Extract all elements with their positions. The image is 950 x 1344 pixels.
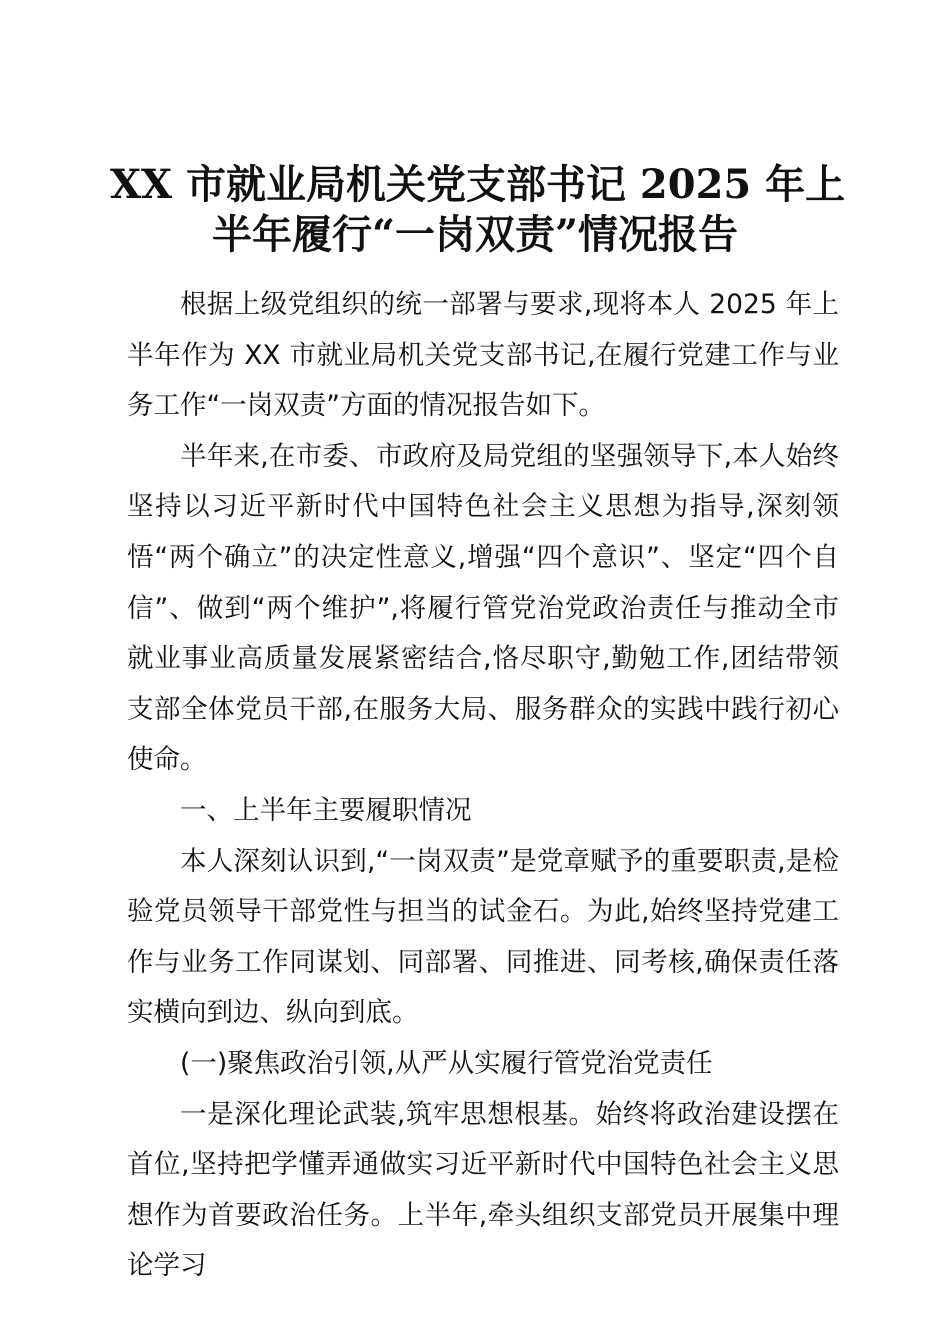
subsection-heading-1: (一)聚焦政治引领,从严从实履行管党治党责任 [180,1047,713,1079]
title-line-1: XX 市就业局机关党支部书记 2025 年上 [110,161,846,208]
paragraph-overview: 半年来,在市委、市政府及局党组的坚强领导下,本人始终坚持以习近平新时代中国特色社会主义思想为指导,深刻领悟“两个确立”的决定性意义,增强“四个意识”、坚定“四个自信”、做到“两个维护”,将履行管党治党政治责任与推动全市就业事业高质量发展紧密结合,恪尽职守,勤勉工作,团结带领支部全体党员干部,在服务大局、服务群众的实践中践行初心使命。 [127,440,839,776]
paragraph-responsibility: 本人深刻认识到,“一岗双责”是党章赋予的重要职责,是检验党员领导干部党性与担当的试金石。为此,始终坚持党建工作与业务工作同谋划、同部署、同推进、同考核,确保责任落实横向到边、纵向到底。 [127,845,839,1029]
section-heading-1: 一、上半年主要履职情况 [180,794,472,826]
document-body [127,280,839,1292]
document-title [110,160,846,260]
paragraph-theory: 一是深化理论武装,筑牢思想根基。始终将政治建设摆在首位,坚持把学懂弄通做实习近平新时代中国特色社会主义思想作为首要政治任务。上半年,牵头组织支部党员开展集中理论学习 [127,1098,839,1282]
title-line-2: 半年履行“一岗双责”情况报告 [211,211,738,258]
paragraph-intro: 根据上级党组织的统一部署与要求,现将本人 2025 年上半年作为 XX 市就业局机关党支部书记,在履行党建工作与业务工作“一岗双责”方面的情况报告如下。 [127,289,839,422]
